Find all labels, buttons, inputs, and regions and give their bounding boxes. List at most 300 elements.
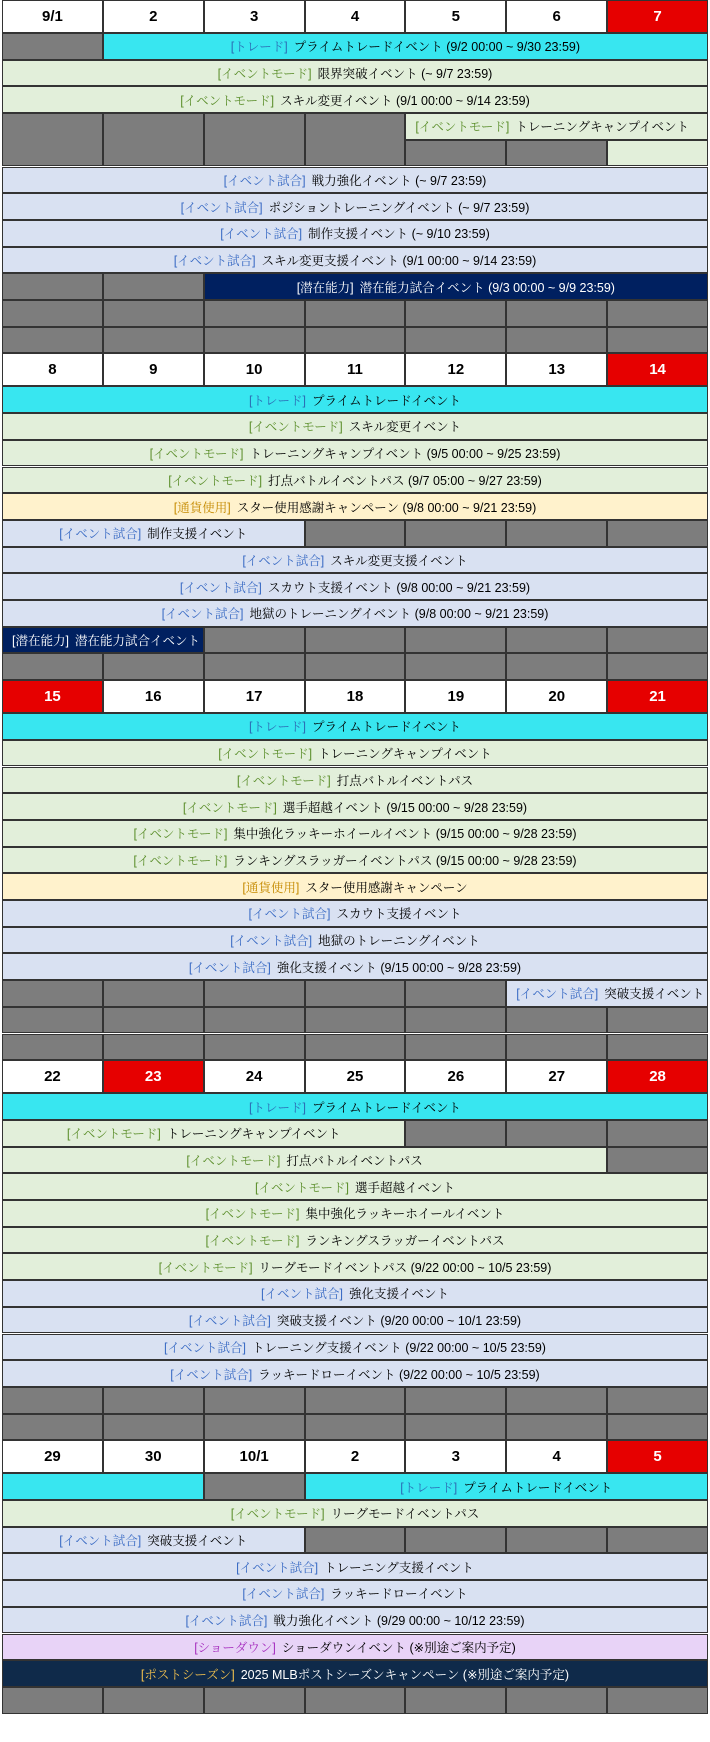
empty-cell <box>506 1527 607 1554</box>
empty-cell <box>405 300 506 327</box>
date-label: 5 <box>451 8 461 25</box>
date-label: 7 <box>653 8 662 25</box>
date-cell <box>204 1440 305 1473</box>
event-title: プライムトレードイベント <box>463 1480 613 1495</box>
empty-cell <box>506 520 607 547</box>
date-label: 2 <box>350 1448 360 1466</box>
event-category-tag: [イベントモード] <box>180 93 275 108</box>
empty-cell <box>2 273 103 300</box>
date-cell <box>405 680 506 713</box>
date-cell <box>305 1440 406 1473</box>
event-bar[interactable] <box>2 493 708 520</box>
event-category-tag: [イベントモード] <box>168 473 263 488</box>
event-category-tag: [イベント試合] <box>185 1614 268 1629</box>
date-label: 6 <box>552 8 561 25</box>
event-bar[interactable] <box>2 927 708 954</box>
empty-cell <box>607 627 708 654</box>
date-label: 25 <box>346 1068 364 1086</box>
event-title: トレーニングキャンプイベント (9/5 00:00 ~ 9/25 23:59) <box>249 447 561 462</box>
empty-cell <box>204 1034 305 1061</box>
empty-cell <box>2 1414 103 1441</box>
empty-cell <box>204 1387 305 1414</box>
event-category-tag: [通貨使用] <box>242 880 300 895</box>
empty-cell <box>506 300 607 327</box>
event-bar[interactable] <box>2 740 708 767</box>
date-label: 23 <box>144 1068 162 1086</box>
event-title: リーグモードイベントパス <box>330 1507 480 1522</box>
empty-cell <box>204 653 305 680</box>
event-category-tag: [イベントモード] <box>182 800 277 815</box>
event-category-tag: [トレード] <box>230 40 288 55</box>
date-label: 2 <box>149 8 158 25</box>
event-category-tag: [トレード] <box>400 1480 458 1495</box>
date-label: 30 <box>144 1448 162 1466</box>
empty-cell <box>2 327 103 354</box>
event-title: トレーニングキャンプイベント <box>166 1127 341 1142</box>
event-bar[interactable] <box>2 713 708 740</box>
date-label: 26 <box>447 1068 465 1086</box>
event-bar[interactable] <box>2 767 708 794</box>
event-title: 制作支援イベント <box>147 527 248 542</box>
event-category-tag: [イベント試合] <box>59 1534 142 1549</box>
event-category-tag: [トレード] <box>249 720 306 735</box>
empty-cell <box>305 1034 406 1061</box>
event-category-tag: [トレード] <box>249 1100 306 1115</box>
date-cell <box>506 1060 607 1093</box>
date-cell <box>2 1060 103 1093</box>
event-title: スカウト支援イベント (9/8 00:00 ~ 9/21 23:59) <box>267 580 531 595</box>
date-label: 15 <box>44 688 61 706</box>
empty-cell <box>506 627 607 654</box>
empty-cell <box>506 1414 607 1441</box>
empty-cell <box>506 1120 607 1147</box>
empty-cell <box>2 1007 103 1034</box>
date-label: 3 <box>249 8 259 25</box>
empty-cell <box>607 1387 708 1414</box>
event-category-tag: [イベントモード] <box>149 447 244 462</box>
empty-cell <box>405 1120 506 1147</box>
date-cell <box>204 0 305 33</box>
event-bar[interactable] <box>2 1607 708 1634</box>
empty-cell <box>305 327 406 354</box>
empty-cell <box>607 327 708 354</box>
empty-cell <box>103 1034 204 1061</box>
empty-cell <box>607 653 708 680</box>
date-cell <box>2 353 103 386</box>
event-category-tag: [イベントモード] <box>66 1127 161 1142</box>
event-title: スキル変更支援イベント <box>330 553 468 568</box>
event-category-tag: [イベント試合] <box>180 200 263 215</box>
date-cell <box>607 0 708 33</box>
event-bar[interactable] <box>2 1147 607 1174</box>
date-cell <box>506 1440 607 1473</box>
date-cell <box>103 1440 204 1473</box>
date-label: 16 <box>144 688 162 706</box>
event-category-tag: [イベント試合] <box>236 1560 319 1575</box>
date-label: 19 <box>447 688 465 706</box>
event-bar[interactable] <box>2 1360 708 1387</box>
event-bar[interactable] <box>2 247 708 274</box>
event-bar[interactable] <box>2 900 708 927</box>
event-bar[interactable] <box>2 600 708 627</box>
empty-cell <box>305 980 406 1007</box>
event-title: 打点バトルイベントパス <box>286 1153 423 1168</box>
empty-cell <box>204 1473 305 1500</box>
empty-cell <box>103 113 204 166</box>
date-cell <box>506 680 607 713</box>
event-title: トレーニング支援イベント <box>324 1560 474 1575</box>
event-bar[interactable] <box>2 1634 708 1661</box>
empty-cell <box>2 1687 103 1714</box>
event-title: 集中強化ラッキーホイールイベント (9/15 00:00 ~ 9/28 23:59) <box>233 827 577 842</box>
empty-cell <box>2 980 103 1007</box>
event-bar[interactable] <box>2 86 708 113</box>
date-cell <box>103 0 204 33</box>
empty-cell <box>204 627 305 654</box>
empty-cell <box>405 140 506 167</box>
event-title: 潜在能力試合イベント (9/3 00:00 ~ 9/9 23:59) <box>359 280 615 295</box>
date-label: 27 <box>548 1068 566 1086</box>
empty-cell <box>2 113 103 166</box>
date-label: 10/1 <box>239 1448 269 1466</box>
empty-cell <box>607 300 708 327</box>
event-bar-extension <box>607 140 708 167</box>
event-bar[interactable] <box>2 1093 708 1120</box>
empty-cell <box>607 1034 708 1061</box>
event-bar[interactable] <box>204 273 708 300</box>
date-label: 11 <box>347 361 363 379</box>
empty-cell <box>305 1007 406 1034</box>
event-bar[interactable] <box>2 1580 708 1607</box>
date-label: 29 <box>44 1448 61 1466</box>
date-cell <box>405 353 506 386</box>
date-label: 12 <box>447 361 465 379</box>
date-cell <box>607 1060 708 1093</box>
event-bar[interactable] <box>2 547 708 574</box>
empty-cell <box>305 520 406 547</box>
empty-cell <box>405 1527 506 1554</box>
empty-cell <box>607 1007 708 1034</box>
date-cell <box>103 680 204 713</box>
empty-cell <box>607 1527 708 1554</box>
empty-cell <box>204 327 305 354</box>
event-category-tag: [イベントモード] <box>415 120 510 135</box>
date-label: 22 <box>44 1068 61 1086</box>
event-bar[interactable] <box>2 627 204 654</box>
event-bar[interactable] <box>2 413 708 440</box>
event-category-tag: [イベントモード] <box>230 1507 325 1522</box>
empty-cell <box>506 140 607 167</box>
date-label: 13 <box>548 361 566 379</box>
event-category-tag: [トレード] <box>249 393 306 408</box>
event-category-tag: [イベントモード] <box>236 773 331 788</box>
event-category-tag: [イベントモード] <box>248 420 343 435</box>
event-bar[interactable] <box>2 440 708 467</box>
event-title: 潜在能力試合イベント <box>74 634 200 649</box>
empty-cell <box>607 1414 708 1441</box>
event-bar[interactable] <box>2 467 708 494</box>
date-label: 3 <box>451 1448 461 1466</box>
event-bar[interactable] <box>2 1307 708 1334</box>
date-cell <box>405 0 506 33</box>
event-category-tag: [イベント試合] <box>179 580 262 595</box>
event-bar[interactable] <box>103 33 708 60</box>
event-title: 限界突破イベント (~ 9/7 23:59) <box>317 67 493 82</box>
event-category-tag: [イベントモード] <box>133 853 228 868</box>
date-cell <box>305 1060 406 1093</box>
event-category-tag: [イベント試合] <box>230 934 313 949</box>
date-label: 9/1 <box>41 8 63 25</box>
event-category-tag: [イベント試合] <box>261 1287 343 1302</box>
empty-cell <box>103 1414 204 1441</box>
event-bar[interactable] <box>2 1527 305 1554</box>
event-bar[interactable] <box>2 220 708 247</box>
event-category-tag: [通貨使用] <box>173 500 231 515</box>
date-cell <box>2 0 103 33</box>
event-category-tag: [イベント試合] <box>173 253 256 268</box>
date-cell <box>204 1060 305 1093</box>
empty-cell <box>305 1387 406 1414</box>
date-label: 9 <box>149 361 158 379</box>
empty-cell <box>506 327 607 354</box>
empty-cell <box>305 1527 406 1554</box>
date-label: 20 <box>548 688 566 706</box>
event-bar[interactable] <box>2 1120 405 1147</box>
event-title: スキル変更支援イベント (9/1 00:00 ~ 9/14 23:59) <box>261 253 537 268</box>
empty-cell <box>2 1387 103 1414</box>
event-bar[interactable] <box>2 1500 708 1527</box>
event-title: 地獄のトレーニングイベント (9/8 00:00 ~ 9/21 23:59) <box>249 607 549 622</box>
event-title: ランキングスラッガーイベントパス <box>305 1234 505 1249</box>
empty-cell <box>405 653 506 680</box>
date-cell <box>2 1440 103 1473</box>
event-title: 戦力強化イベント (9/29 00:00 ~ 10/12 23:59) <box>273 1614 525 1629</box>
empty-cell <box>607 1687 708 1714</box>
empty-cell <box>405 980 506 1007</box>
event-category-tag: [イベント試合] <box>242 553 325 568</box>
event-bar[interactable] <box>2 193 708 220</box>
event-bar[interactable] <box>2 1473 204 1500</box>
event-title: 強化支援イベント <box>348 1287 449 1302</box>
empty-cell <box>2 653 103 680</box>
event-category-tag: [イベントモード] <box>205 1207 300 1222</box>
date-cell <box>204 353 305 386</box>
event-bar[interactable] <box>2 1200 708 1227</box>
event-category-tag: [潜在能力] <box>12 634 69 649</box>
empty-cell <box>607 1147 708 1174</box>
event-title: 戦力強化イベント (~ 9/7 23:59) <box>311 173 487 188</box>
date-cell <box>103 353 204 386</box>
event-bar[interactable] <box>2 953 708 980</box>
event-title: リーグモードイベントパス (9/22 00:00 ~ 10/5 23:59) <box>258 1260 552 1275</box>
empty-cell <box>2 300 103 327</box>
event-title: 打点バトルイベントパス <box>336 773 474 788</box>
event-bar[interactable] <box>2 1253 708 1280</box>
empty-cell <box>305 113 406 166</box>
date-label: 24 <box>245 1068 263 1086</box>
event-bar[interactable] <box>2 386 708 413</box>
event-bar[interactable] <box>506 980 708 1007</box>
event-title: ラッキードローイベント <box>330 1587 468 1602</box>
event-category-tag: [イベントモード] <box>158 1260 253 1275</box>
empty-cell <box>305 653 406 680</box>
date-cell <box>506 0 607 33</box>
event-title: プライムトレードイベント (9/2 00:00 ~ 9/30 23:59) <box>293 40 581 55</box>
date-label: 4 <box>350 8 360 25</box>
empty-cell <box>103 273 204 300</box>
empty-cell <box>305 627 406 654</box>
empty-cell <box>405 1007 506 1034</box>
event-category-tag: [イベント試合] <box>161 607 244 622</box>
empty-cell <box>506 1034 607 1061</box>
event-title: 突破支援イベント <box>604 987 705 1002</box>
event-category-tag: [イベントモード] <box>205 1234 300 1249</box>
event-category-tag: [ショーダウン] <box>194 1640 276 1655</box>
empty-cell <box>103 327 204 354</box>
event-bar[interactable] <box>2 1173 708 1200</box>
event-category-tag: [イベント試合] <box>242 1587 325 1602</box>
date-label: 14 <box>649 361 666 379</box>
event-title: プライムトレードイベント <box>311 720 461 735</box>
event-bar[interactable] <box>405 113 708 140</box>
date-label: 21 <box>649 688 666 706</box>
event-category-tag: [イベントモード] <box>133 827 228 842</box>
empty-cell <box>103 1007 204 1034</box>
event-bar[interactable] <box>2 873 708 900</box>
event-title: ラッキードローイベント (9/22 00:00 ~ 10/5 23:59) <box>258 1367 540 1382</box>
empty-cell <box>607 1120 708 1147</box>
date-label: 4 <box>552 1448 561 1466</box>
empty-cell <box>405 1387 506 1414</box>
event-title: プライムトレードイベント <box>311 1100 461 1115</box>
event-bar[interactable] <box>2 1334 708 1361</box>
event-category-tag: [イベントモード] <box>217 67 312 82</box>
event-bar[interactable] <box>2 1660 708 1687</box>
event-title: 選手超越イベント <box>354 1180 455 1195</box>
event-category-tag: [イベント試合] <box>516 987 599 1002</box>
event-title: 強化支援イベント (9/15 00:00 ~ 9/28 23:59) <box>276 960 522 975</box>
event-bar[interactable] <box>2 1553 708 1580</box>
empty-cell <box>506 653 607 680</box>
event-title: 制作支援イベント (~ 9/10 23:59) <box>308 227 490 242</box>
event-title: 2025 MLBポストシーズンキャンペーン (※別途ご案内予定) <box>240 1667 570 1682</box>
event-category-tag: [イベント試合] <box>188 960 271 975</box>
date-cell <box>607 353 708 386</box>
empty-cell <box>405 1414 506 1441</box>
event-category-tag: [イベント試合] <box>188 1314 271 1329</box>
date-label: 28 <box>649 1068 666 1086</box>
event-title: スター使用感謝キャンペーン <box>305 880 468 895</box>
event-bar[interactable] <box>2 1280 708 1307</box>
date-label: 10 <box>245 361 263 379</box>
empty-cell <box>103 300 204 327</box>
empty-cell <box>506 1687 607 1714</box>
event-bar[interactable] <box>2 520 305 547</box>
empty-cell <box>2 33 103 60</box>
event-title: ランキングスラッガーイベントパス (9/15 00:00 ~ 9/28 23:59) <box>233 853 577 868</box>
event-category-tag: [イベントモード] <box>218 747 313 762</box>
event-category-tag: [イベントモード] <box>186 1153 281 1168</box>
event-category-tag: [イベント試合] <box>59 527 142 542</box>
event-bar[interactable] <box>305 1473 708 1500</box>
date-cell <box>405 1060 506 1093</box>
empty-cell <box>2 1034 103 1061</box>
empty-cell <box>607 520 708 547</box>
date-label: 18 <box>346 688 364 706</box>
empty-cell <box>204 1007 305 1034</box>
event-bar[interactable] <box>2 167 708 194</box>
event-title: プライムトレードイベント <box>311 393 461 408</box>
event-title: ショーダウンイベント (※別途ご案内予定) <box>281 1640 516 1655</box>
event-title: 集中強化ラッキーホイールイベント <box>305 1207 505 1222</box>
empty-cell <box>103 1387 204 1414</box>
empty-cell <box>103 1687 204 1714</box>
event-title: 地獄のトレーニングイベント <box>318 934 480 949</box>
empty-cell <box>305 1687 406 1714</box>
event-title: トレーニングキャンプイベント <box>318 747 492 762</box>
event-bar[interactable] <box>2 1227 708 1254</box>
event-category-tag: [イベントモード] <box>255 1180 349 1195</box>
event-bar[interactable] <box>2 820 708 847</box>
event-title: トレーニング支援イベント (9/22 00:00 ~ 10/5 23:59) <box>251 1340 546 1355</box>
event-title: 突破支援イベント (9/20 00:00 ~ 10/1 23:59) <box>276 1314 522 1329</box>
event-category-tag: [イベント試合] <box>220 227 303 242</box>
event-category-tag: [ポストシーズン] <box>140 1667 235 1682</box>
event-category-tag: [イベント試合] <box>164 1340 246 1355</box>
empty-cell <box>506 1007 607 1034</box>
event-category-tag: [イベント試合] <box>170 1367 253 1382</box>
empty-cell <box>405 1034 506 1061</box>
date-label: 8 <box>48 361 57 379</box>
event-title: スター使用感謝キャンペーン (9/8 00:00 ~ 9/21 23:59) <box>236 500 537 515</box>
event-bar[interactable] <box>2 60 708 87</box>
date-cell <box>305 353 406 386</box>
date-cell <box>607 1440 708 1473</box>
empty-cell <box>506 1387 607 1414</box>
empty-cell <box>405 627 506 654</box>
empty-cell <box>204 300 305 327</box>
empty-cell <box>305 300 406 327</box>
event-title: スキル変更イベント (9/1 00:00 ~ 9/14 23:59) <box>280 93 530 108</box>
event-title: 突破支援イベント <box>147 1534 248 1549</box>
empty-cell <box>204 1687 305 1714</box>
empty-cell <box>204 1414 305 1441</box>
empty-cell <box>305 1414 406 1441</box>
event-bar[interactable] <box>2 573 708 600</box>
date-cell <box>405 1440 506 1473</box>
empty-cell <box>405 327 506 354</box>
event-category-tag: [イベント試合] <box>248 907 331 922</box>
event-title: スカウト支援イベント <box>336 907 462 922</box>
empty-cell <box>204 113 305 166</box>
event-title: 選手超越イベント (9/15 00:00 ~ 9/28 23:59) <box>282 800 528 815</box>
event-title: 打点バトルイベントパス (9/7 05:00 ~ 9/27 23:59) <box>268 473 542 488</box>
date-cell <box>607 680 708 713</box>
empty-cell <box>103 653 204 680</box>
empty-cell <box>405 520 506 547</box>
date-cell <box>305 0 406 33</box>
event-bar[interactable] <box>2 793 708 820</box>
date-label: 17 <box>245 688 263 706</box>
date-label: 5 <box>653 1448 662 1466</box>
event-category-tag: [イベント試合] <box>223 173 306 188</box>
event-bar[interactable] <box>2 847 708 874</box>
empty-cell <box>204 980 305 1007</box>
event-category-tag: [潜在能力] <box>296 280 354 295</box>
date-cell <box>506 353 607 386</box>
date-cell <box>103 1060 204 1093</box>
event-title: ポジショントレーニングイベント (~ 9/7 23:59) <box>268 200 530 215</box>
